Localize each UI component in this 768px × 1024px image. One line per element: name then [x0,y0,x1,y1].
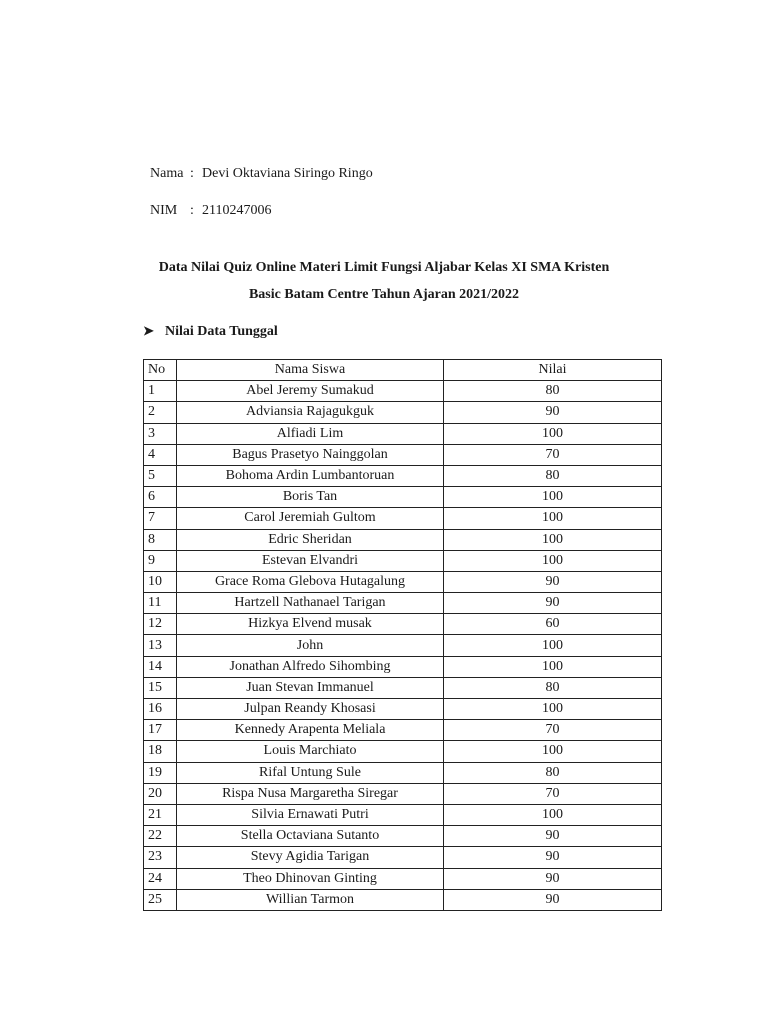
cell-name: Kennedy Arapenta Meliala [177,720,444,741]
cell-name: Grace Roma Glebova Hutagalung [177,571,444,592]
cell-no: 24 [144,868,177,889]
cell-value: 70 [444,783,662,804]
cell-no: 6 [144,487,177,508]
cell-value: 90 [444,402,662,423]
cell-value: 90 [444,593,662,614]
cell-value: 90 [444,889,662,910]
table-row [144,868,662,889]
cell-no: 8 [144,529,177,550]
cell-value: 100 [444,804,662,825]
cell-no: 7 [144,508,177,529]
cell-no: 23 [144,847,177,868]
cell-value: 100 [444,741,662,762]
cell-no: 18 [144,741,177,762]
cell-value: 100 [444,423,662,444]
nim-label: NIM [150,203,178,218]
table-row [144,423,662,444]
cell-no: 21 [144,804,177,825]
cell-no: 25 [144,889,177,910]
cell-name: Hartzell Nathanael Tarigan [177,593,444,614]
cell-name: Adviansia Rajagukguk [177,402,444,423]
table-row [144,847,662,868]
table-row [144,465,662,486]
table-row [144,889,662,910]
cell-no: 4 [144,444,177,465]
student-nim: 2110247006 [202,203,272,218]
table-row [144,804,662,825]
cell-value: 100 [444,487,662,508]
cell-no: 12 [144,614,177,635]
cell-no: 20 [144,783,177,804]
cell-no: 13 [144,635,177,656]
cell-value: 60 [444,614,662,635]
table-row [144,529,662,550]
cell-value: 100 [444,508,662,529]
cell-no: 10 [144,571,177,592]
cell-name: Edric Sheridan [177,529,444,550]
student-name: Devi Oktaviana Siringo Ringo [202,166,373,181]
student-name-line [143,147,373,183]
cell-no: 11 [144,593,177,614]
cell-value: 70 [444,444,662,465]
table-row [144,656,662,677]
cell-name: Bagus Prasetyo Nainggolan [177,444,444,465]
cell-name: Juan Stevan Immanuel [177,677,444,698]
cell-name: Jonathan Alfredo Sihombing [177,656,444,677]
cell-value: 100 [444,529,662,550]
table-row [144,720,662,741]
table-row [144,571,662,592]
cell-name: Rispa Nusa Margaretha Siregar [177,783,444,804]
table-row [144,762,662,783]
cell-no: 2 [144,402,177,423]
table-body [144,381,662,911]
cell-name: John [177,635,444,656]
cell-name: Hizkya Elvend musak [177,614,444,635]
document-title-line-2: Basic Batam Centre Tahun Ajaran 2021/2022 [248,287,520,302]
cell-value: 90 [444,826,662,847]
cell-no: 5 [144,465,177,486]
cell-no: 17 [144,720,177,741]
section-heading-text: Nilai Data Tunggal [165,324,278,339]
nim-separator: : [190,203,194,218]
cell-name: Abel Jeremy Sumakud [177,381,444,402]
table-row [144,593,662,614]
cell-value: 70 [444,720,662,741]
cell-value: 100 [444,699,662,720]
cell-name: Rifal Untung Sule [177,762,444,783]
cell-value: 80 [444,381,662,402]
table-row [144,381,662,402]
cell-name: Estevan Elvandri [177,550,444,571]
header-value: Nilai [444,360,662,381]
cell-value: 100 [444,656,662,677]
table-row [144,402,662,423]
cell-no: 1 [144,381,177,402]
header-no: No [144,360,177,381]
cell-name: Julpan Reandy Khosasi [177,699,444,720]
cell-name: Alfiadi Lim [177,423,444,444]
cell-name: Bohoma Ardin Lumbantoruan [177,465,444,486]
cell-name: Louis Marchiato [177,741,444,762]
cell-name: Stevy Agidia Tarigan [177,847,444,868]
cell-value: 90 [444,571,662,592]
cell-no: 19 [144,762,177,783]
cell-no: 22 [144,826,177,847]
table-row [144,614,662,635]
cell-no: 9 [144,550,177,571]
cell-no: 3 [144,423,177,444]
section-heading [143,322,278,341]
cell-value: 80 [444,762,662,783]
cell-value: 90 [444,847,662,868]
cell-value: 100 [444,550,662,571]
table-row [144,699,662,720]
header-name: Nama Siswa [177,360,444,381]
cell-name: Carol Jeremiah Gultom [177,508,444,529]
cell-no: 14 [144,656,177,677]
name-label: Nama [150,166,184,181]
table-header-row [144,360,662,381]
table-row [144,508,662,529]
table-row [144,487,662,508]
cell-value: 100 [444,635,662,656]
cell-no: 15 [144,677,177,698]
cell-no: 16 [144,699,177,720]
table-row [144,444,662,465]
cell-name: Theo Dhinovan Ginting [177,868,444,889]
cell-value: 80 [444,465,662,486]
table-row [144,635,662,656]
table-row [144,783,662,804]
cell-value: 80 [444,677,662,698]
table-row [144,826,662,847]
cell-name: Silvia Ernawati Putri [177,804,444,825]
name-separator: : [190,166,194,181]
cell-name: Willian Tarmon [177,889,444,910]
cell-name: Boris Tan [177,487,444,508]
table-row [144,741,662,762]
grades-table [143,359,662,911]
table-row [144,550,662,571]
table-row [144,677,662,698]
cell-name: Stella Octaviana Sutanto [177,826,444,847]
cell-value: 90 [444,868,662,889]
arrow-bullet-icon: ➤ [143,323,154,338]
document-title-line-1: Data Nilai Quiz Online Materi Limit Fungsi Aljabar Kelas XI SMA Kristen [158,260,610,275]
student-nim-line [143,184,271,220]
